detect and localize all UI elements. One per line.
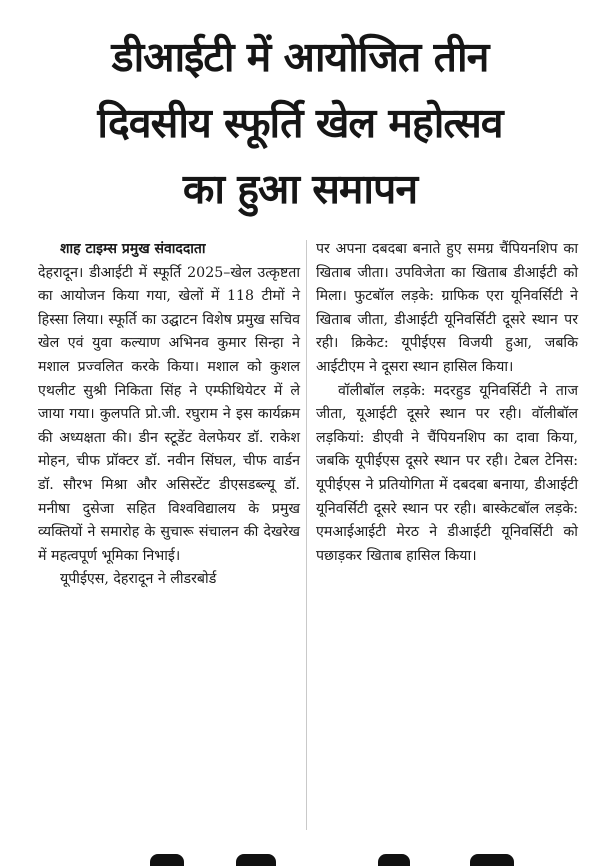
next-headline-fragment — [0, 848, 600, 866]
article-column-right — [316, 238, 578, 568]
left-paragraph-2: यूपीईएस, देहरादून ने लीडरबोर्ड — [60, 571, 217, 588]
headline — [20, 24, 580, 222]
article-column-left — [38, 238, 300, 592]
column-divider — [306, 240, 307, 830]
headline-line-3: का हुआ समापन — [182, 165, 418, 213]
headline-line-1: डीआईटी में आयोजित तीन — [111, 33, 489, 81]
headline-line-2: दिवसीय स्फूर्ति खेल महोत्सव — [97, 99, 503, 147]
right-paragraph-2: वॉलीबॉल लड़के: मदरहुड यूनिवर्सिटी ने ताज जीता, यूआईटी दूसरे स्थान पर रही। वॉलीबॉल लड़कियां: डीएवी ने चैंपियनशिप का दावा किया, जबकि यूपीईएस दूसरे स्थान पर रही। टेबल टेनिस: यूपीईएस ने प्रतियोगिता में दबदबा बनाया, डीआईटी यूनिवर्सिटी दूसरे स्थान पर रही। बास्केटबॉल लड़के: एमआईआईटी मेरठ ने डीआईटी यूनिवर्सिटी को पछाड़कर खिताब हासिल किया। — [316, 382, 578, 564]
right-paragraph-1: पर अपना दबदबा बनाते हुए समग्र चैंपियनशिप का खिताब जीता। उपविजेता का खिताब डीआईटी को मिला। फुटबॉल लड़के: ग्राफिक एरा यूनिवर्सिटी ने खिताब जीता, डीआईटी यूनिवर्सिटी दूसरे स्थान पर रही। क्रिकेट: यूपीईएस विजयी हुआ, जबकि आईटीएम ने दूसरा स्थान हासिल किया। — [316, 241, 578, 375]
byline: शाह टाइम्स प्रमुख संवाददाता — [60, 241, 206, 257]
left-paragraph-1: देहरादून। डीआईटी में स्फूर्ति 2025–खेल उत्कृष्टता का आयोजन किया गया, खेलों में 118 टीमों ने हिस्सा लिया। स्फूर्ति का उद्घाटन विशेष प्रमुख सचिव खेल एवं युवा कल्याण अभिनव कुमार सिन्हा ने मशाल प्रज्वलित करके किया। मशाल को कुशल एथलीट सुश्री निकिता सिंह ने एम्फीथियेटर में ले जाया गया। कुलपति प्रो.जी. रघुराम ने इस कार्यक्रम की अध्यक्षता की। डीन स्टूडेंट वेलफेयर डॉ. राकेश मोहन, चीफ प्रॉक्टर डॉ. नवीन सिंघल, चीफ वार्डन डॉ. सौरभ मिश्रा और असिस्टेंट डीएसडब्ल्यू डॉ. मनीषा दुसेजा सहित विश्वविद्यालय के प्रमुख व्यक्तियों ने समारोह के सुचारू संचालन की देखरेख में महत्वपूर्ण भूमिका निभाई। — [38, 264, 300, 564]
